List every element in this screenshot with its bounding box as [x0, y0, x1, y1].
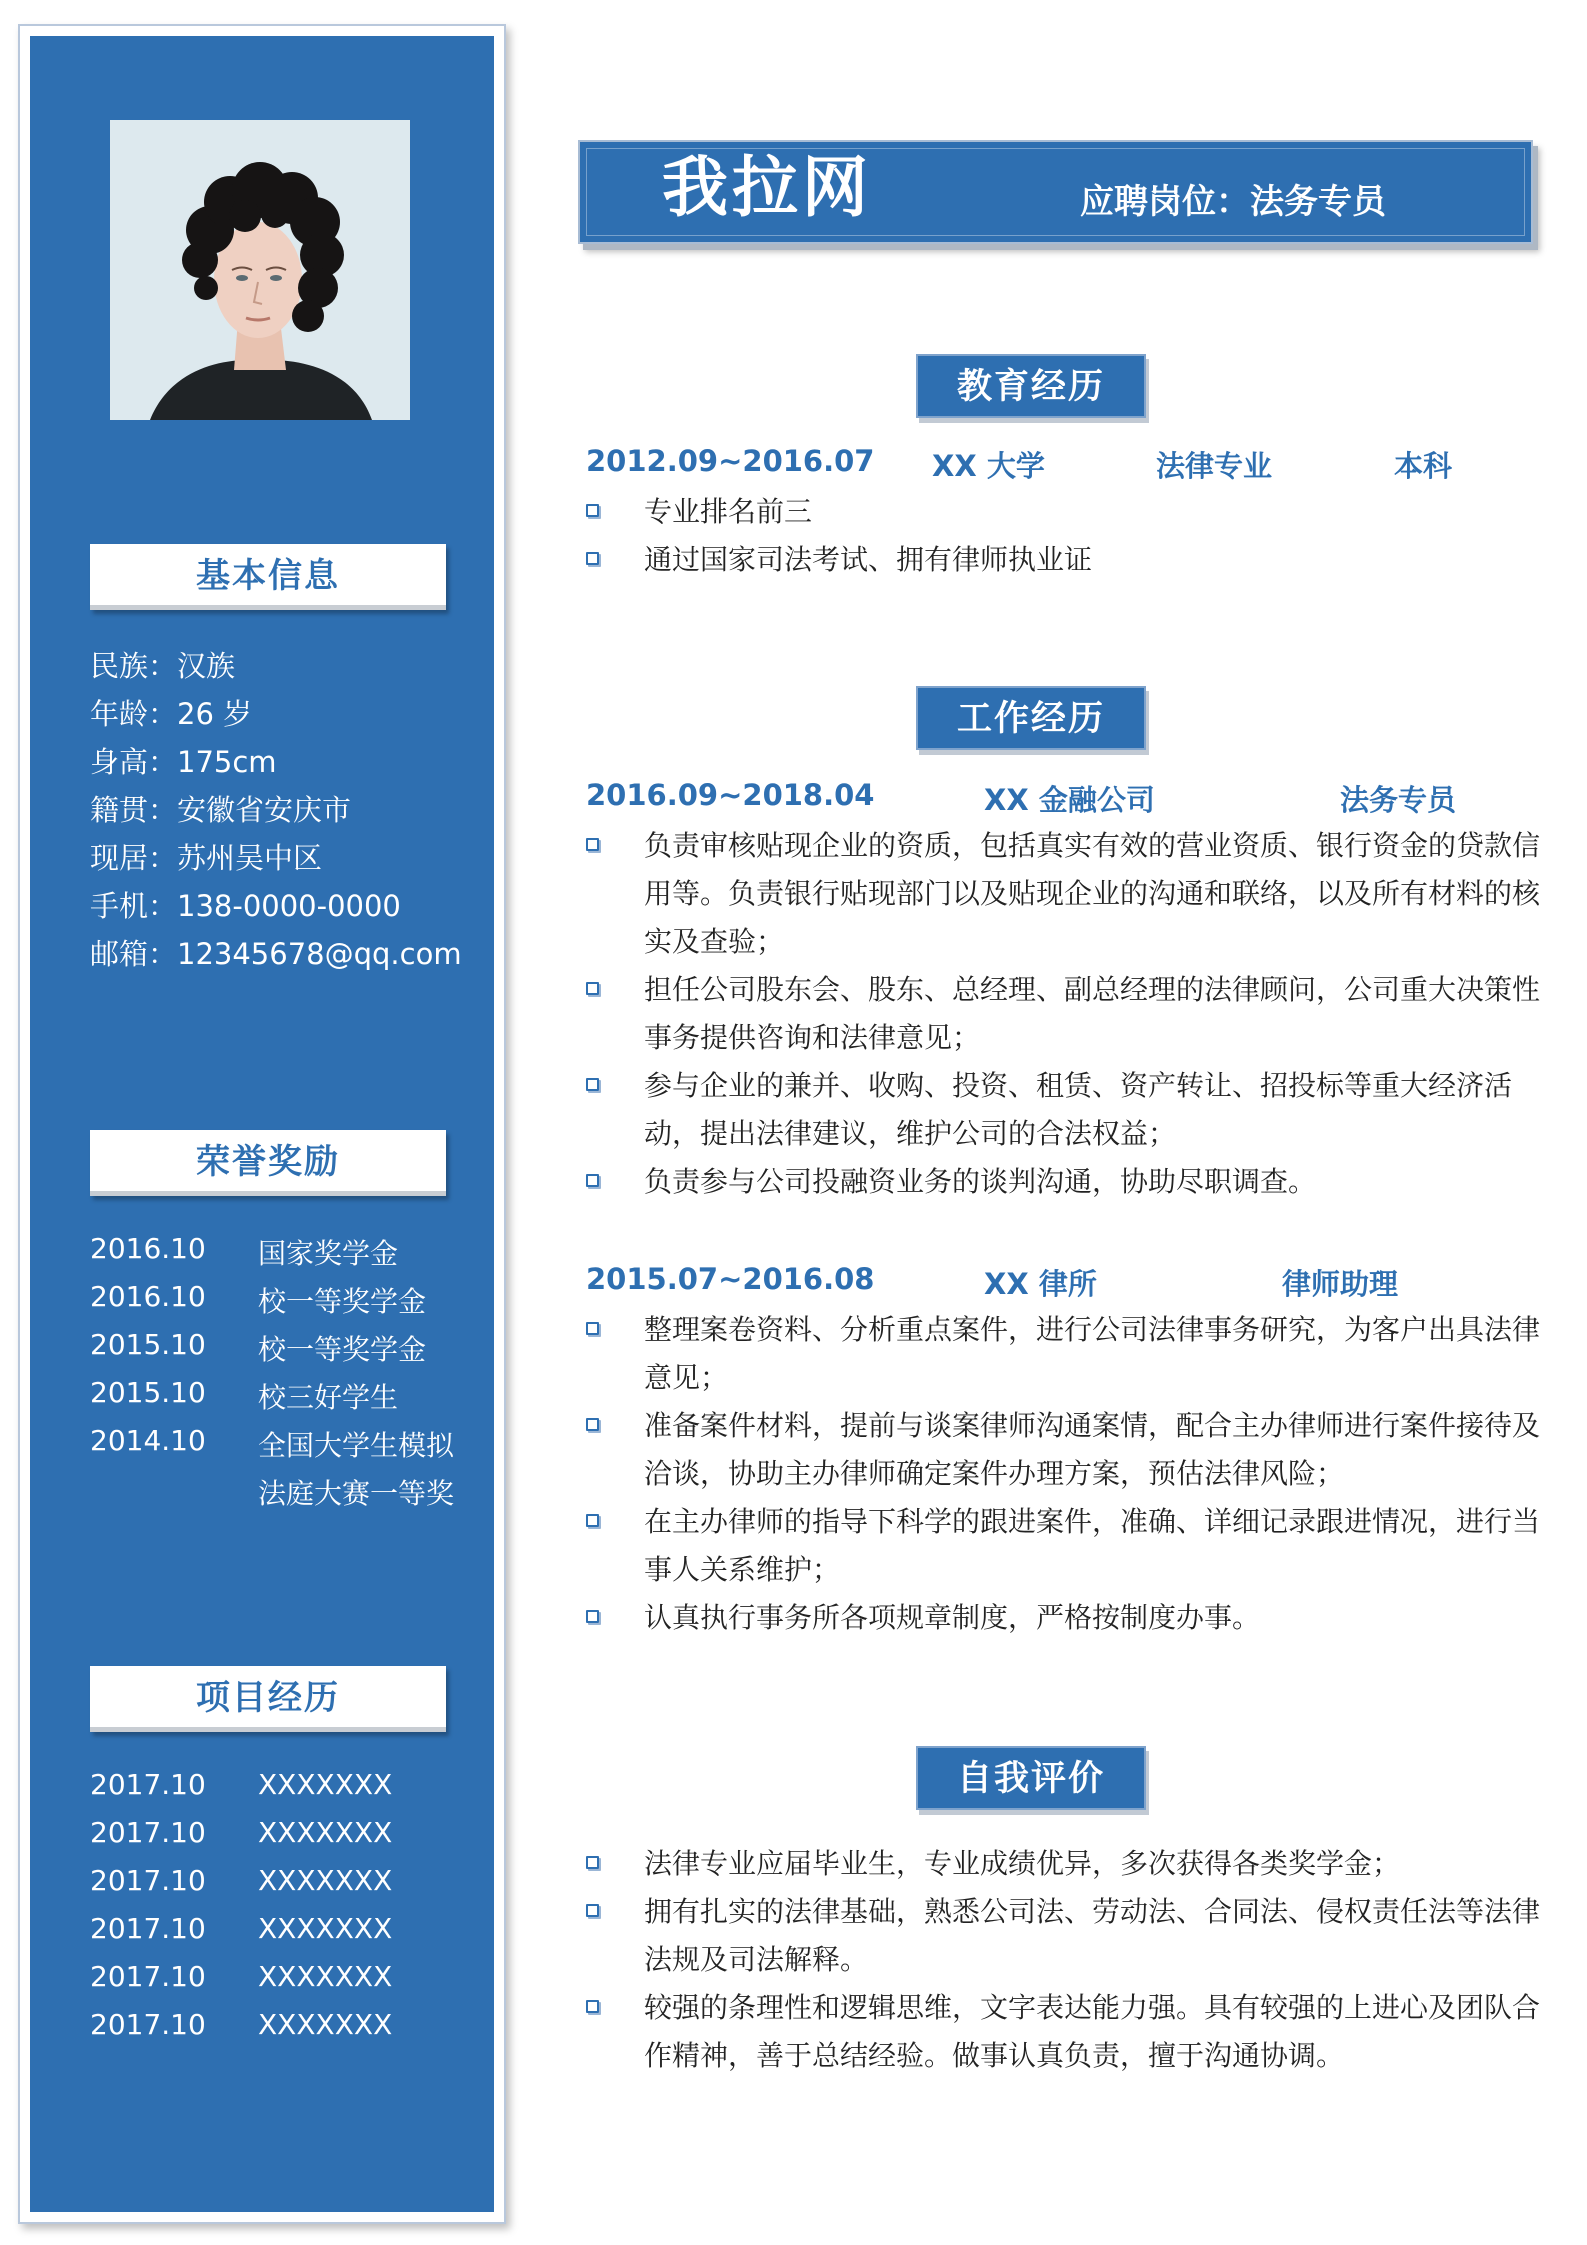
sidebar-panel [30, 36, 494, 2212]
self-eval-text: 法律专业应届毕业生，专业成绩优异，多次获得各类奖学金； [644, 1847, 1401, 1880]
applied-position: 应聘岗位：法务专员 [1080, 182, 1386, 222]
bullet-square-icon [586, 838, 599, 851]
job-bullet-text: 准备案件材料，提前与谈案律师沟通案情，配合主办律师进行案件接待及洽谈，协助主办律师确定案件办理方案，预估法律风险； [644, 1409, 1541, 1490]
job-period: 2016.09~2018.04 [586, 778, 875, 812]
work-heading: 工作经历 [916, 686, 1146, 750]
project-date: 2017.10 [90, 1960, 206, 1993]
projects-heading: 项目经历 [90, 1666, 446, 1732]
honor-date: 2016.10 [90, 1232, 206, 1265]
education-degree: 本科 [1394, 449, 1453, 483]
honor-text: 全国大学生模拟 [258, 1429, 455, 1462]
job-bullet-text: 参与企业的兼并、收购、投资、租赁、资产转让、招投标等重大经济活动，提出法律建议，维护公司的合法权益； [644, 1069, 1513, 1150]
education-bullet-text: 通过国家司法考试、拥有律师执业证 [644, 543, 1093, 576]
honor-date: 2016.10 [90, 1280, 206, 1313]
avatar [110, 120, 410, 420]
job-company: XX 金融公司 [984, 783, 1155, 817]
job-bullet-text: 认真执行事务所各项规章制度，严格按制度办事。 [644, 1601, 1261, 1634]
honor-text: 校一等奖学金 [258, 1285, 427, 1318]
info-height: 身高：175cm [90, 745, 277, 779]
job-entry-head [586, 1262, 1546, 1302]
info-ethnicity: 民族：汉族 [90, 649, 236, 683]
education-school: XX 大学 [932, 449, 1045, 483]
project-text: XXXXXXX [258, 1912, 393, 1945]
bullet-square-icon [586, 2000, 599, 2013]
honor-date: 2014.10 [90, 1424, 206, 1457]
job-company: XX 律所 [984, 1267, 1097, 1301]
self-eval-text: 拥有扎实的法律基础，熟悉公司法、劳动法、合同法、侵权责任法等法律法规及司法解释。 [644, 1895, 1541, 1976]
info-age: 年龄：26 岁 [90, 697, 253, 731]
honor-date: 2015.10 [90, 1328, 206, 1361]
honors-heading: 荣誉奖励 [90, 1130, 446, 1196]
education-entry-head [586, 444, 1546, 484]
info-email: 邮箱：12345678@qq.com [90, 937, 462, 971]
bullet-square-icon [586, 1514, 599, 1527]
self-eval-heading: 自我评价 [916, 1746, 1146, 1810]
bullet-square-icon [586, 504, 599, 517]
job-period: 2015.07~2016.08 [586, 1262, 875, 1296]
project-date: 2017.10 [90, 1816, 206, 1849]
candidate-name: 我拉网 [662, 149, 872, 226]
job-bullet-text: 担任公司股东会、股东、总经理、副总经理的法律顾问，公司重大决策性事务提供咨询和法律意见； [644, 973, 1541, 1054]
info-residence: 现居：苏州吴中区 [90, 841, 323, 875]
job-entry-head [586, 778, 1546, 818]
basic-info-heading: 基本信息 [90, 544, 446, 610]
honor-text: 国家奖学金 [258, 1237, 399, 1270]
honor-date: 2015.10 [90, 1376, 206, 1409]
job-bullet-text: 负责审核贴现企业的资质，包括真实有效的营业资质、银行资金的贷款信用等。负责银行贴现部门以及贴现企业的沟通和联络，以及所有材料的核实及查验； [644, 829, 1541, 958]
bullet-square-icon [586, 1322, 599, 1335]
sidebar [18, 24, 506, 2224]
honor-text: 校三好学生 [258, 1381, 399, 1414]
job-role: 律师助理 [1282, 1267, 1399, 1301]
project-date: 2017.10 [90, 1912, 206, 1945]
honor-text: 法庭大赛一等奖 [258, 1477, 455, 1510]
education-major: 法律专业 [1156, 449, 1273, 483]
bullet-square-icon [586, 1174, 599, 1187]
project-date: 2017.10 [90, 1768, 206, 1801]
project-text: XXXXXXX [258, 1768, 393, 1801]
avatar-frame [110, 120, 410, 420]
project-text: XXXXXXX [258, 1816, 393, 1849]
self-eval-text: 较强的条理性和逻辑思维，文字表达能力强。具有较强的上进心及团队合作精神，善于总结经验。做事认真负责，擅于沟通协调。 [644, 1991, 1541, 2072]
project-date: 2017.10 [90, 2008, 206, 2041]
honor-text: 校一等奖学金 [258, 1333, 427, 1366]
bullet-square-icon [586, 1856, 599, 1869]
project-text: XXXXXXX [258, 1864, 393, 1897]
info-hometown: 籍贯：安徽省安庆市 [90, 793, 352, 827]
bullet-square-icon [586, 552, 599, 565]
education-bullet-text: 专业排名前三 [644, 495, 813, 528]
bullet-square-icon [586, 1078, 599, 1091]
avatar-portrait-icon [110, 120, 410, 420]
job-bullet-text: 在主办律师的指导下科学的跟进案件，准确、详细记录跟进情况，进行当事人关系维护； [644, 1505, 1541, 1586]
project-text: XXXXXXX [258, 1960, 393, 1993]
info-phone: 手机：138-0000-0000 [90, 889, 401, 923]
project-date: 2017.10 [90, 1864, 206, 1897]
bullet-square-icon [586, 982, 599, 995]
bullet-square-icon [586, 1610, 599, 1623]
job-role: 法务专员 [1340, 783, 1457, 817]
bullet-square-icon [586, 1904, 599, 1917]
education-heading: 教育经历 [916, 354, 1146, 418]
job-bullet-text: 整理案卷资料、分析重点案件，进行公司法律事务研究，为客户出具法律意见； [644, 1313, 1541, 1394]
job-bullet-text: 负责参与公司投融资业务的谈判沟通，协助尽职调查。 [644, 1165, 1317, 1198]
header-banner [578, 140, 1533, 244]
project-text: XXXXXXX [258, 2008, 393, 2041]
bullet-square-icon [586, 1418, 599, 1431]
education-period: 2012.09~2016.07 [586, 444, 875, 478]
